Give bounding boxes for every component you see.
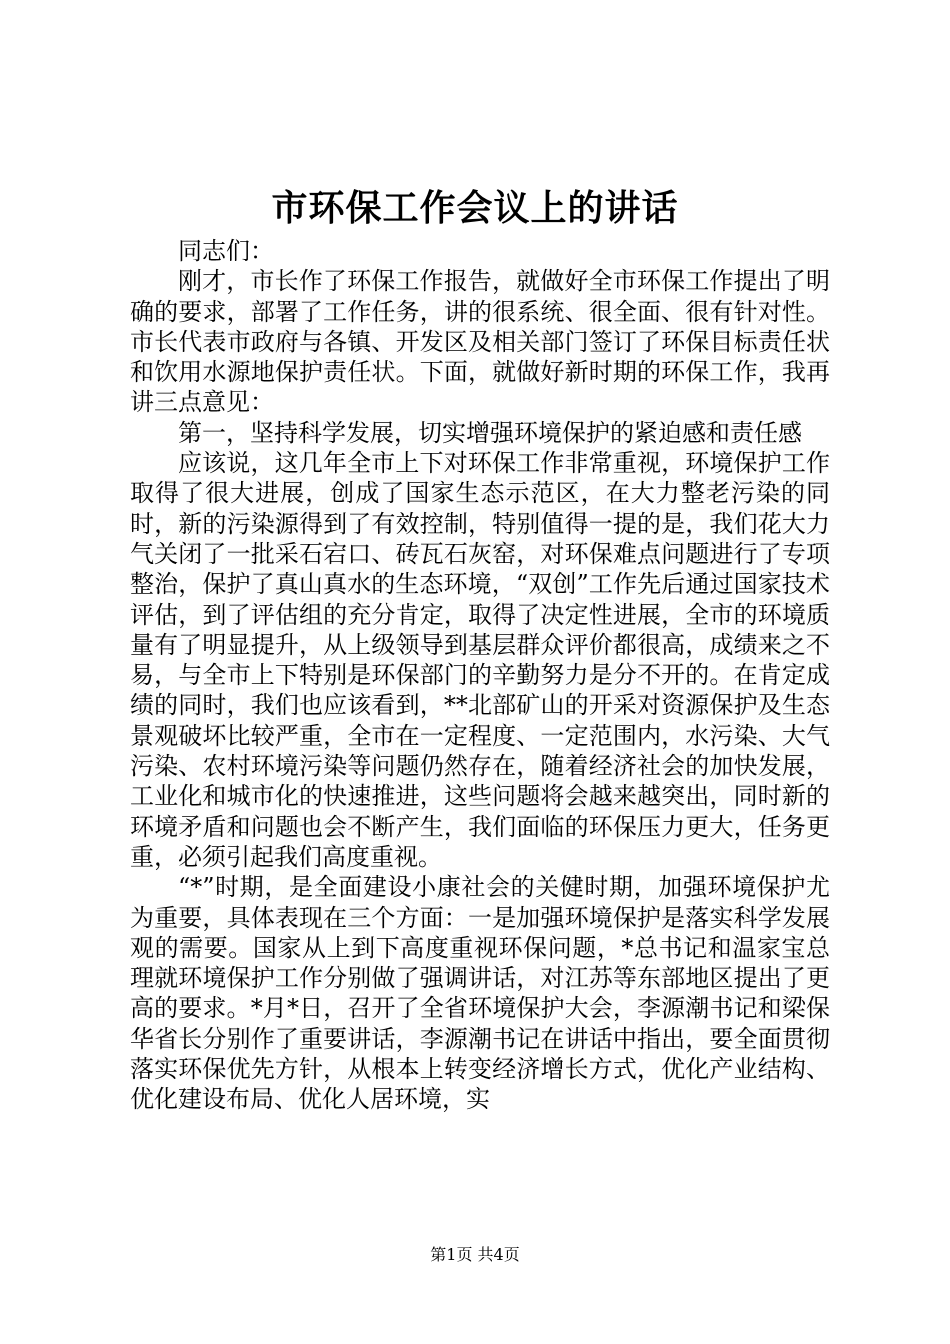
document-body <box>130 236 830 1115</box>
salutation: 同志们： <box>178 237 274 265</box>
page-number-footer: 第1页 共4页 <box>430 1245 520 1264</box>
paragraph-achievements: 应该说，这几年全市上下对环保工作非常重视，环境保护工作取得了很大进展，创成了国家生态示范区，在大力整老污染的同时，新的污染源得到了有效控制，特别值得一提的是，我们花大力气关闭了一批采石宕口、砖瓦石灰窑，对环保难点问题进行了专项整治，保护了真山真水的生态环境，“双创”工作先后通过国家技术评估，到了评估组的充分肯定，取得了决定性进展，全市的环境质量有了明显提升，从上级领导到基层群众评价都很高，成绩来之不易，与全市上下特别是环保部门的辛勤努力是分不开的。在肯定成绩的同时，我们也应该看到，**北部矿山的开采对资源保护及生态景观破坏比较严重，全市在一定程度、一定范围内，水污染、大气污染、农村环境污染等问题仍然存在，随着经济社会的加快发展，工业化和城市化的快速推进，这些问题将会越来越突出，同时新的环境矛盾和问题也会不断产生，我们面临的环保压力更大，任务更重，必须引起我们高度重视。 <box>130 449 830 871</box>
document-title: 市环保工作会议上的讲话 <box>271 187 679 229</box>
paragraph-period: “*”时期，是全面建设小康社会的关健时期，加强环境保护尤为重要，具体表现在三个方面：一是加强环境保护是落实科学发展观的需要。国家从上到下高度重视环保问题，*总书记和温家宝总理就环境保护工作分别做了强调讲话，对江苏等东部地区提出了更高的要求。*月*日，召开了全省环境保护大会，李源潮书记和梁保华省长分别作了重要讲话，李源潮书记在讲话中指出，要全面贯彻落实环保优先方针，从根本上转变经济增长方式，优化产业结构、优化建设布局、优化人居环境，实 <box>130 873 830 1114</box>
section-heading-first: 第一，坚持科学发展，切实增强环境保护的紧迫感和责任感 <box>178 418 802 447</box>
paragraph-intro: 刚才，市长作了环保工作报告，就做好全市环保工作提出了明确的要求，部署了工作任务，讲的很系统、很全面、很有针对性。市长代表市政府与各镇、开发区及相关部门签订了环保目标责任状和饮用水源地保护责任状。下面，就做好新时期的环保工作，我再讲三点意见： <box>130 267 830 417</box>
